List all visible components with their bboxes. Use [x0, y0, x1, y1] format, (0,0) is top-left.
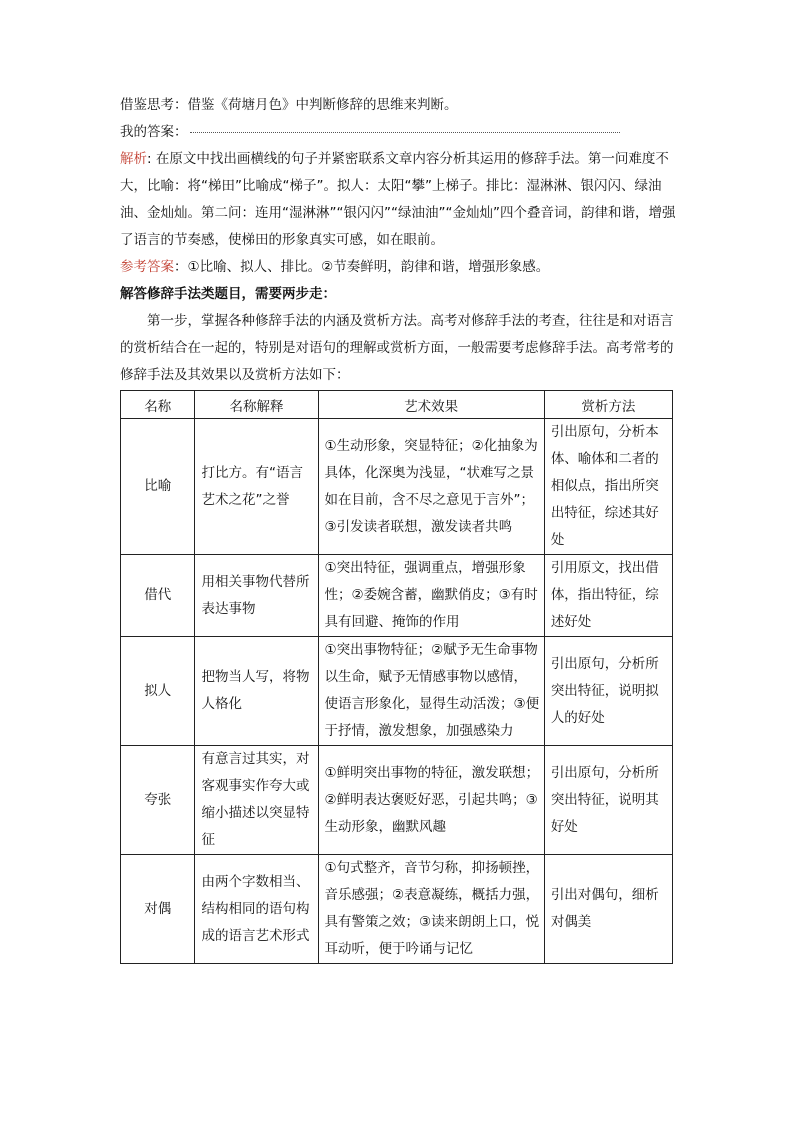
ref-answer-label: 参考答案: [120, 259, 174, 275]
row-method: 引用原文，找出借体，指出特征，综述好处: [544, 555, 672, 637]
table-row: [121, 637, 673, 746]
table-row: [121, 555, 673, 637]
my-answer-line: [120, 119, 676, 146]
header-name: 名称: [121, 391, 195, 419]
table-row: [121, 855, 673, 964]
row-method: 引出原句，分析本体、喻体和二者的相似点，指出所突出特征，综述其好处: [544, 419, 672, 555]
answer-blank-line: [190, 131, 620, 133]
row-method: 引出原句，分析所突出特征，说明其好处: [544, 746, 672, 855]
row-effect: ①突出事物特征；②赋予无生命事物以生命，赋予无情感事物以感情，使语言形象化，显得生动活泼；③便于抒情，激发想象，加强感染力: [318, 637, 544, 746]
analysis-text: : 在原文中找出画横线的句子并紧密联系文章内容分析其运用的修辞手法。第一问难度不大，比喻：将“梯田”比喻成“梯子”。拟人：太阳“攀”上梯子。排比：湿淋淋、银闪闪、绿油油、金灿灿。第二问：连用“湿淋淋”“银闪闪”“绿油油”“金灿灿”四个叠音词，韵律和谐，增强了语言的节奏感，使梯田的形象真实可感，如在眼前。: [120, 151, 676, 248]
header-explanation: 名称解释: [195, 391, 318, 419]
table-row: [121, 419, 673, 555]
reference-label: 借鉴思考：: [120, 97, 188, 113]
analysis-label: 解析: [120, 151, 147, 167]
row-explanation: 打比方。有“语言艺术之花”之誉: [195, 419, 318, 555]
row-explanation: 把物当人写，将物人格化: [195, 637, 318, 746]
row-name: 拟人: [121, 637, 195, 746]
row-name: 对偶: [121, 855, 195, 964]
row-method: 引出对偶句，细析对偶美: [544, 855, 672, 964]
section-heading: 解答修辞手法类题目，需要两步走：: [120, 286, 336, 302]
table-header-row: [121, 391, 673, 419]
row-effect: ①鲜明突出事物的特征，激发联想；②鲜明表达褒贬好恶，引起共鸣；③生动形象，幽默风趣: [318, 746, 544, 855]
row-explanation: 有意言过其实，对客观事实作夸大或缩小描述以突显特征: [195, 746, 318, 855]
row-effect: ①生动形象，突显特征；②化抽象为具体，化深奥为浅显，“状难写之景如在目前，含不尽之意见于言外”；③引发读者联想，激发读者共鸣: [318, 419, 544, 555]
step-one-paragraph: 第一步，掌握各种修辞手法的内涵及赏析方法。高考对修辞手法的考查，往往是和对语言的赏析结合在一起的，特别是对语句的理解或赏析方面，一般需要考虑修辞手法。高考常考的修辞手法及其效果以及赏析方法如下：: [120, 313, 674, 383]
row-effect: ①句式整齐，音节匀称，抑扬顿挫，音乐感强；②表意凝练，概括力强，具有警策之效；③读来朗朗上口，悦耳动听，便于吟诵与记忆: [318, 855, 544, 964]
row-name: 夸张: [121, 746, 195, 855]
ref-answer-text: ：①比喻、拟人、排比。②节奏鲜明，韵律和谐，增强形象感。: [174, 259, 550, 275]
table-row: [121, 746, 673, 855]
row-name: 比喻: [121, 419, 195, 555]
header-method: 赏析方法: [544, 391, 672, 419]
row-effect: ①突出特征，强调重点，增强形象性；②委婉含蓄，幽默俏皮；③有时具有回避、掩饰的作用: [318, 555, 544, 637]
reference-line: [120, 92, 676, 119]
rhetoric-table: [120, 390, 673, 964]
row-explanation: 用相关事物代替所表达事物: [195, 555, 318, 637]
row-explanation: 由两个字数相当、结构相同的语句构成的语言艺术形式: [195, 855, 318, 964]
header-effect: 艺术效果: [318, 391, 544, 419]
row-name: 借代: [121, 555, 195, 637]
row-method: 引出原句，分析所突出特征，说明拟人的好处: [544, 637, 672, 746]
ref-answer-line: [120, 254, 676, 281]
my-answer-label: 我的答案：: [120, 124, 188, 140]
analysis-paragraph: [120, 146, 676, 254]
document-page: [120, 92, 676, 964]
reference-text: 借鉴《荷塘月色》中判断修辞的思维来判断。: [187, 97, 458, 113]
